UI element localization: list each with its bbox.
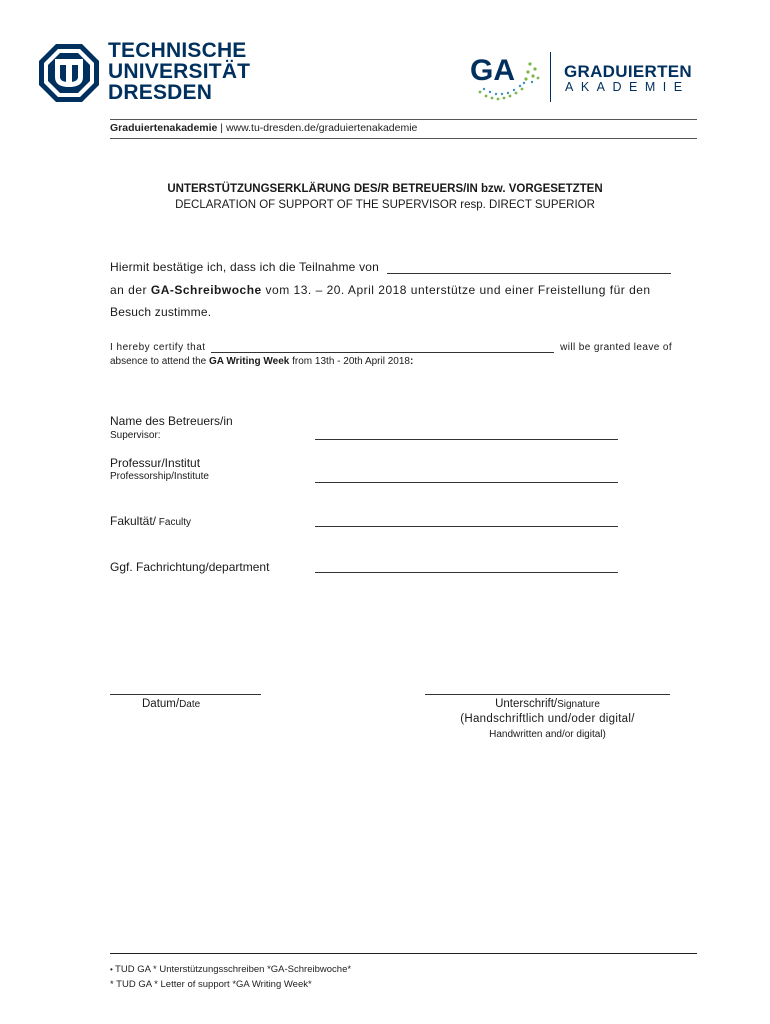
body-de-line-2 <box>110 283 698 297</box>
body-en-line-2-pre: absence to attend the <box>110 356 209 367</box>
header-rule-bottom <box>110 138 697 139</box>
signature-note-de: (Handschriftlich und/oder digital/ <box>460 713 635 725</box>
ga-divider <box>550 52 551 102</box>
footer-line-1-text: TUD GA * Unterstützungsschreiben *GA-Schreibwoche* <box>115 964 352 975</box>
ga-writing-week-bold: GA Writing Week <box>208 356 290 367</box>
footer-line-1: • TUD GA * Unterstützungsschreiben *GA-Schreibwoche* <box>110 964 352 975</box>
signature-label <box>425 698 670 710</box>
body-en-line-2 <box>110 356 698 367</box>
body-de-line-2-pre: an der <box>110 283 151 297</box>
date-label-de: Datum/ <box>142 698 180 710</box>
body-en-line-2-post: from 13th - 20th April 2018 <box>289 356 410 367</box>
title-german: UNTERSTÜTZUNGSERKLÄRUNG DES/R BETREUERS/IN bzw. VORGESETZTEN <box>167 183 603 195</box>
body-en-line-1 <box>110 342 698 353</box>
date-label-en: Date <box>179 699 201 710</box>
ga-word-akademie: AKADEMIE <box>565 80 690 94</box>
body-en-line-2-colon: : <box>409 356 414 367</box>
header-rule-top <box>110 119 697 120</box>
tud-line-3: DRESDEN <box>108 81 213 104</box>
signature-label-de: Unterschrift/ <box>495 698 558 710</box>
tud-wordmark <box>108 40 250 103</box>
participant-name-blank[interactable] <box>387 273 671 274</box>
signature-label-en: Signature <box>557 699 600 710</box>
subhead <box>110 122 417 134</box>
field-faculty-input[interactable] <box>315 526 618 527</box>
participant-name-blank-en[interactable] <box>211 352 554 353</box>
date-label <box>142 698 200 710</box>
signature-input-line[interactable] <box>425 694 670 695</box>
field-faculty-label <box>110 514 191 528</box>
date-input-line[interactable] <box>110 694 261 695</box>
tud-line-1: TECHNISCHE <box>108 39 247 62</box>
field-institute-label-en: Professorship/Institute <box>110 471 209 482</box>
footer-line-2: * TUD GA * Letter of support *GA Writing Week* <box>110 979 312 990</box>
body-de-line-2-post: vom 13. – 20. April 2018 unterstütze und einer Freistellung für den <box>261 283 651 297</box>
field-institute-label-de: Professur/Institut <box>110 456 201 470</box>
ga-word-graduierten: GRADUIERTEN <box>564 62 692 81</box>
body-en-line-1-pre: I hereby certify that <box>110 342 206 353</box>
ga-dots-graphic <box>472 56 546 106</box>
body-de-line-1 <box>110 260 698 274</box>
body-de-line-3: Besuch zustimme. <box>110 305 212 319</box>
ga-schreibwoche-bold: GA-Schreibwoche <box>150 283 262 297</box>
footer-rule <box>110 953 697 954</box>
title-english: DECLARATION OF SUPPORT OF THE SUPERVISOR resp. DIRECT SUPERIOR <box>175 199 595 211</box>
body-en-line-1-post: will be granted leave of <box>560 342 672 353</box>
tud-line-2: UNIVERSITÄT <box>108 60 251 83</box>
field-faculty-label-de: Fakultät/ <box>110 514 157 528</box>
field-institute-input[interactable] <box>315 482 618 483</box>
signature-note-en: Handwritten and/or digital) <box>489 729 606 740</box>
tud-logo-emblem <box>38 43 100 103</box>
field-supervisor-label-en: Supervisor: <box>110 430 161 441</box>
body-de-line-1-text: Hiermit bestätige ich, dass ich die Teilnahme von <box>110 260 380 274</box>
field-faculty-label-en: Faculty <box>156 517 192 528</box>
field-supervisor-input[interactable] <box>315 439 618 440</box>
field-supervisor-label-de: Name des Betreuers/in <box>110 414 233 428</box>
field-department-input[interactable] <box>315 572 618 573</box>
ga-initials: GA <box>470 54 515 87</box>
subhead-bold: Graduiertenakademie <box>110 122 218 134</box>
field-department-label: Ggf. Fachrichtung/department <box>110 560 270 574</box>
subhead-url: | www.tu-dresden.de/graduiertenakademie <box>217 122 418 134</box>
